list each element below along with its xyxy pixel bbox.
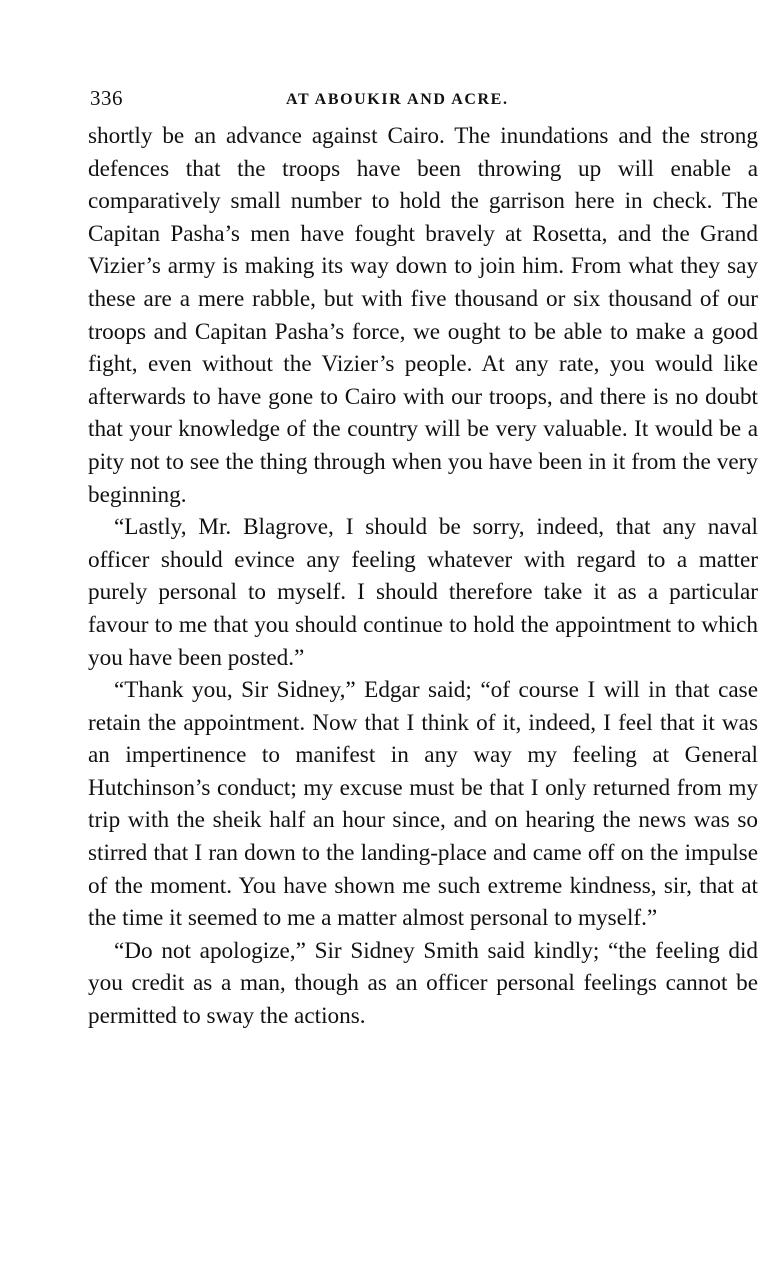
paragraph-continuation: shortly be an advance against Cairo. The inundations and the strong defences that the troops have been throwing up will enable a comparatively small number to hold the garrison here in check. The Capitan Pasha’s men have fought bravely at Rosetta, and the Grand Vizier’s army is making its way down to join him. From what they say these are a mere rabble, but with five thousand or six thousand of our troops and Capitan Pasha’s force, we ought to be able to make a good fight, even without the Vizier’s people. At any rate, you would like afterwards to have gone to Cairo with our troops, and there is no doubt that your knowledge of the country will be very valuable. It would be a pity not to see the thing through when you have been in it from the very beginning. [88, 123, 758, 508]
running-title: AT ABOUKIR AND ACRE. [286, 91, 509, 108]
book-page [88, 86, 758, 1033]
page-number: 336 [90, 86, 123, 110]
body-text [88, 120, 758, 1033]
paragraph-lastly: “Lastly, Mr. Blagrove, I should be sorry, indeed, that any naval officer should evince any feeling whatever with regard to a matter purely personal to myself. I should therefore take it as a particular favour to me that you should continue to hold the appointment to which you have been posted.” [88, 514, 758, 671]
running-head [88, 86, 758, 120]
paragraph-edgar-reply: “Thank you, Sir Sidney,” Edgar said; “of course I will in that case retain the appointment. Now that I think of it, indeed, I feel that it was an impertinence to manifest in any way my feeling at General Hutchinson’s conduct; my excuse must be that I only returned from my trip with the sheik half an hour since, and on hearing the news was so stirred that I ran down to the landing-place and came off on the impulse of the moment. You have shown me such extreme kindness, sir, that at the time it seemed to me a matter almost personal to myself.” [88, 677, 758, 932]
paragraph-do-not-apologize: “Do not apologize,” Sir Sidney Smith said kindly; “the feeling did you credit as a man, though as an officer personal feelings cannot be permitted to sway the actions. [88, 937, 758, 1030]
